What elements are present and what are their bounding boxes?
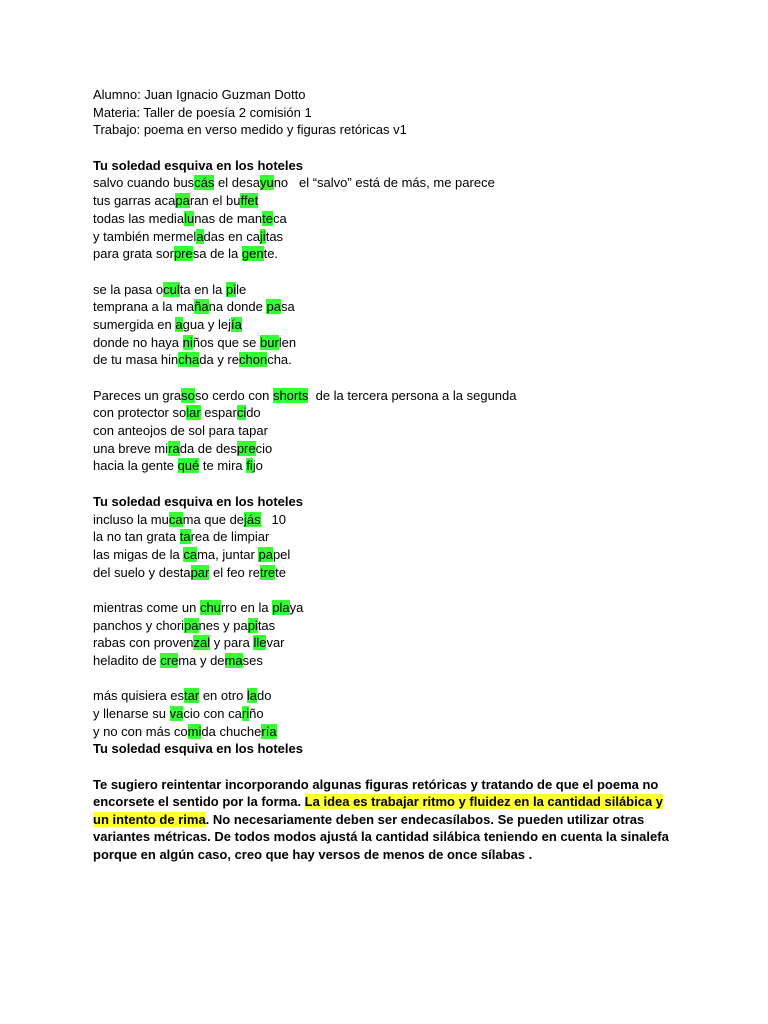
verse-text: salvo cuando bus — [93, 175, 195, 191]
poem-line — [93, 564, 683, 582]
verse-text: incluso la mu — [93, 511, 169, 527]
comment-text: Te sugiero reintentar incorporando algunas figuras retóricas y tratando de que el poema no encorsete el sentido por la forma. — [93, 776, 659, 810]
spacer — [93, 758, 683, 776]
stressed-syllable: gen — [241, 246, 264, 262]
stressed-syllable: tar — [184, 688, 200, 704]
stressed-syllable: ji — [259, 228, 266, 244]
stanza-break — [93, 369, 683, 387]
stressed-syllable: shorts — [272, 387, 309, 403]
verse-text: Tu soledad esquiva en los hoteles — [93, 157, 303, 173]
stressed-syllable: ca — [168, 511, 183, 527]
poem-line — [93, 245, 683, 263]
stressed-syllable: ta — [179, 529, 191, 545]
stressed-syllable: pre — [173, 246, 193, 262]
stressed-syllable: va — [169, 706, 184, 722]
poem-line — [93, 511, 683, 529]
stressed-syllable: pa — [184, 617, 199, 633]
verse-text: so cerdo con — [194, 387, 273, 403]
poem-line — [93, 634, 683, 652]
verse-text: te mira — [199, 458, 247, 474]
document-body — [93, 86, 683, 863]
stressed-syllable: la — [246, 688, 258, 704]
stressed-syllable: pi — [226, 281, 237, 297]
verse-text: gua y lej — [182, 316, 232, 332]
verse-text: nes y pa — [198, 617, 248, 633]
verse-text: da de des — [179, 440, 237, 456]
spacer — [93, 139, 683, 157]
verse-text: ño — [249, 706, 264, 722]
poem-line — [93, 404, 683, 422]
verse-text: do — [257, 688, 272, 704]
poem-line — [93, 298, 683, 316]
verse-text: ma y de — [178, 653, 225, 668]
poem-line — [93, 687, 683, 705]
verse-text: las migas de la — [93, 546, 184, 562]
verse-text: y para — [210, 635, 254, 651]
stanza-break — [93, 263, 683, 281]
verse-text: ran el bu — [189, 193, 241, 209]
verse-text: la no tan grata — [93, 529, 180, 545]
stressed-syllable: ña — [194, 299, 209, 315]
stressed-syllable: cás — [194, 175, 215, 191]
verse-text: heladito de — [93, 653, 161, 668]
stressed-syllable: ma — [224, 653, 243, 668]
verse-text: de la tercera persona a la segunda — [308, 387, 517, 403]
stressed-syllable: ri — [241, 706, 250, 722]
poem-line — [93, 281, 683, 299]
verse-text: una breve mi — [93, 440, 169, 456]
poem-line — [93, 228, 683, 246]
verse-text: y llenarse su — [93, 706, 170, 722]
verse-text: hacia la gente — [93, 458, 178, 474]
verse-text: ya — [289, 599, 304, 615]
verse-text: ma que de — [182, 511, 245, 527]
poem-line — [93, 316, 683, 334]
verse-text: cio con ca — [183, 706, 242, 722]
stressed-syllable: pa — [258, 546, 273, 562]
stressed-syllable: ca — [183, 546, 198, 562]
verse-text: Tu soledad esquiva en los hoteles — [93, 493, 303, 509]
verse-text: tus garras aca — [93, 193, 176, 209]
assignment-title: Trabajo: poema en verso medido y figuras retóricas v1 — [93, 122, 407, 138]
verse-text: ca — [272, 210, 287, 226]
verse-text: de tu masa hin — [93, 352, 179, 368]
stressed-syllable: chon — [239, 352, 268, 368]
stressed-syllable: tre — [259, 564, 276, 580]
verse-text: el desa — [214, 175, 260, 191]
verse-text: do — [246, 405, 261, 421]
poem — [93, 157, 683, 758]
stressed-syllable: a — [196, 228, 204, 244]
verse-text: sa — [280, 299, 295, 315]
stressed-syllable: ci — [236, 405, 247, 421]
verse-text: na donde — [208, 299, 267, 315]
poem-line — [93, 192, 683, 210]
comment-text: . No necesariamente deben ser endecasílabos. Se pueden utilizar otras variantes métricas. De todos modos ajustá la cantidad silábica teniendo en cuenta la sinalefa porque en algún caso, creo que hay versos de menos de once sílabas . — [93, 811, 669, 862]
verse-text: le — [236, 281, 247, 297]
stressed-syllable: mi — [187, 723, 202, 739]
stressed-syllable: pa — [266, 299, 281, 315]
verse-text: ños que se — [192, 334, 260, 350]
stressed-syllable: qué — [177, 458, 200, 474]
verse-text: rea de limpiar — [190, 529, 270, 545]
stressed-syllable: pla — [272, 599, 290, 615]
verse-text: se la pasa o — [93, 281, 164, 297]
stressed-syllable: cha — [178, 352, 200, 368]
verse-text: ses — [242, 653, 263, 668]
verse-text: len — [278, 334, 297, 350]
poem-line — [93, 457, 683, 475]
verse-text: del suelo y desta — [93, 564, 191, 580]
poem-line — [93, 334, 683, 352]
stressed-syllable: ffet — [240, 193, 259, 209]
stressed-syllable: yu — [259, 175, 274, 191]
teacher-comment — [93, 776, 673, 864]
header-block — [93, 86, 683, 139]
verse-text: en otro — [199, 688, 247, 704]
stressed-syllable: cre — [160, 653, 179, 668]
verse-text: donde no haya — [93, 334, 183, 350]
poem-line — [93, 652, 683, 670]
verse-text: sa de la — [192, 246, 242, 262]
stressed-syllable: ía — [231, 316, 242, 332]
stressed-syllable: ra — [168, 440, 180, 456]
poem-line — [93, 617, 683, 635]
verse-text: sumergida en — [93, 316, 176, 332]
verse-text: no el “salvo” está de más, me parece — [273, 175, 495, 191]
stressed-syllable: lle — [253, 635, 267, 651]
verse-text: espar — [200, 405, 237, 421]
verse-text: Tu soledad esquiva en los hoteles — [93, 741, 303, 757]
stressed-syllable: a — [175, 316, 183, 332]
poem-line — [93, 546, 683, 564]
verse-text: var — [266, 635, 285, 651]
stressed-syllable: te — [262, 210, 273, 226]
stressed-syllable: pi — [247, 617, 258, 633]
stressed-syllable: bur — [259, 334, 279, 350]
poem-line — [93, 422, 683, 440]
verse-text: jo — [252, 458, 263, 474]
poem-refrain — [93, 493, 683, 511]
verse-text: cha. — [267, 352, 292, 368]
stressed-syllable: so — [181, 387, 195, 403]
stressed-syllable: ría — [261, 723, 277, 739]
poem-line — [93, 723, 683, 741]
verse-text: da chuche — [201, 723, 262, 739]
verse-text: te — [275, 564, 286, 580]
stressed-syllable: fi — [246, 458, 253, 474]
verse-text: das en ca — [203, 228, 260, 244]
verse-text: panchos y chori — [93, 617, 185, 633]
stressed-syllable: pre — [236, 440, 256, 456]
stressed-syllable: zal — [193, 635, 211, 651]
verse-text: pel — [272, 546, 291, 562]
poem-line — [93, 210, 683, 228]
verse-text: para grata sor — [93, 246, 174, 262]
verse-text: cio — [255, 440, 273, 456]
verse-text: con protector so — [93, 405, 187, 421]
poem-line — [93, 599, 683, 617]
verse-text: te. — [263, 246, 279, 262]
stressed-syllable: pa — [175, 193, 190, 209]
verse-text: ma, juntar — [197, 546, 259, 562]
verse-text: mientras come un — [93, 599, 200, 615]
verse-text: más quisiera es — [93, 688, 185, 704]
course-name: Materia: Taller de poesía 2 comisión 1 — [93, 104, 312, 120]
highlighted-comment: La idea es trabajar ritmo y fluidez en la cantidad silábica y un intento de rima — [93, 794, 664, 827]
stanza-break — [93, 670, 683, 688]
verse-text: rabas con proven — [93, 635, 194, 651]
stressed-syllable: jás — [244, 511, 261, 527]
stressed-syllable: chu — [199, 599, 221, 615]
verse-text: tas — [265, 228, 284, 244]
verse-text: con anteojos de sol para tapar — [93, 423, 268, 439]
poem-line — [93, 351, 683, 369]
verse-text: da y re — [199, 352, 239, 368]
poem-line — [93, 705, 683, 723]
verse-text: tas — [257, 617, 276, 633]
verse-text: el feo re — [209, 564, 260, 580]
poem-line — [93, 387, 683, 405]
student-name: Alumno: Juan Ignacio Guzman Dotto — [93, 87, 306, 102]
stanza-break — [93, 475, 683, 493]
verse-text: ta en la — [179, 281, 226, 297]
stressed-syllable: cul — [163, 281, 180, 297]
stanza-break — [93, 581, 683, 599]
poem-line — [93, 440, 683, 458]
poem-line — [93, 528, 683, 546]
verse-text: todas las media — [93, 210, 185, 226]
stressed-syllable: par — [190, 564, 210, 580]
verse-text: nas de man — [194, 210, 263, 226]
verse-text: y también mermel — [93, 228, 197, 244]
verse-text: y no con más co — [93, 723, 188, 739]
stressed-syllable: ni — [182, 334, 193, 350]
poem-refrain — [93, 157, 683, 175]
poem-line — [93, 174, 683, 192]
poem-refrain — [93, 740, 683, 758]
stressed-syllable: lar — [186, 405, 201, 421]
verse-text: rro en la — [220, 599, 273, 615]
stressed-syllable: lu — [184, 210, 195, 226]
verse-text: Pareces un gra — [93, 387, 182, 403]
verse-text: 10 — [260, 511, 286, 527]
verse-text: temprana a la ma — [93, 299, 195, 315]
